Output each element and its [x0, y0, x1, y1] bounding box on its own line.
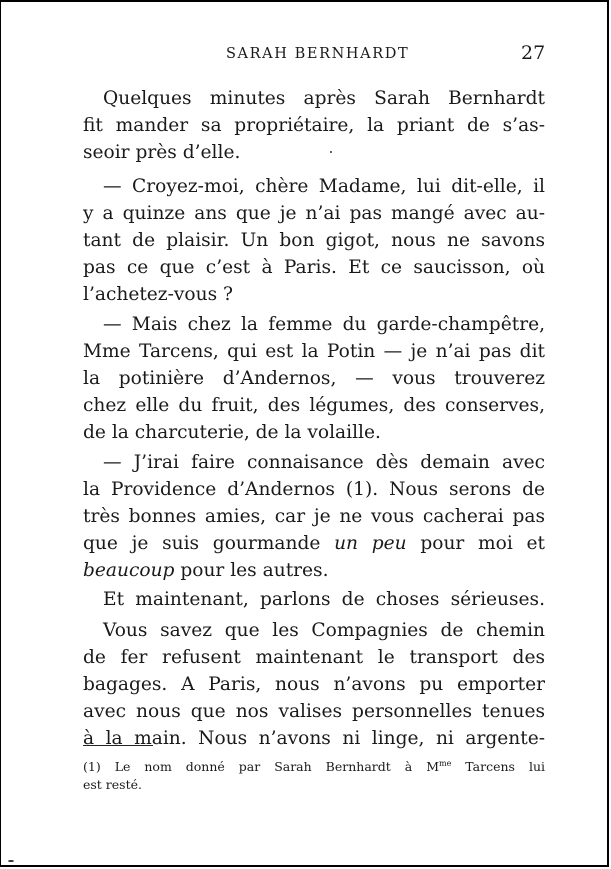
text-run: pour moi et	[406, 533, 545, 554]
text-line: avec nous que nos valises personnelles tenues	[83, 701, 545, 722]
page-number: 27	[521, 42, 546, 64]
footnote-rule	[83, 745, 153, 746]
footnote-line	[83, 755, 545, 776]
text-run: pour les autres.	[174, 560, 329, 581]
text-line: — Mais chez la femme du garde-champêtre,	[103, 314, 545, 335]
text-line: y a quinze ans que je n’ai pas mangé avec au-	[83, 203, 545, 224]
text-line: Vous savez que les Compagnies de chemin	[103, 620, 545, 641]
text-line: à la main. Nous n’avons ni linge, ni argente-	[83, 728, 545, 749]
text-line: pas ce que c’est à Paris. Et ce saucisson, où	[83, 257, 545, 278]
italic-run: un peu	[334, 533, 407, 554]
text-line: la Providence d’Andernos (1). Nous serons de	[83, 479, 545, 500]
text-line	[83, 530, 545, 557]
text-line: la potinière d’Andernos, — vous trouverez	[83, 368, 545, 389]
text-run: que je suis gourmande	[83, 533, 335, 554]
text-line: l’achetez-vous ?	[83, 284, 233, 305]
footnote-line: est resté.	[83, 777, 142, 792]
text-line: très bonnes amies, car je ne vous cacherai pas	[83, 506, 545, 527]
footnote	[83, 755, 545, 794]
italic-run: beaucoup	[83, 560, 175, 581]
running-header	[0, 44, 611, 68]
text-line: tant de plaisir. Un bon gigot, nous ne savons	[83, 230, 545, 251]
text-line: Mme Tarcens, qui est la Potin — je n’ai pas dit	[83, 341, 545, 362]
running-title: SARAH BERNHARDT	[226, 46, 410, 62]
text-line: de la charcuterie, de la volaille.	[83, 422, 381, 443]
footnote-text: (1) Le nom donné par Sarah Bernhardt à M	[83, 759, 439, 774]
text-line: Quelques minutes après Sarah Bernhardt	[103, 88, 545, 109]
text-line: — J’irai faire connaisance dès demain avec	[103, 452, 545, 473]
text-line: seoir près d’elle.	[83, 142, 241, 163]
footnote-superscript: me	[439, 759, 452, 768]
text-line: — Croyez-moi, chère Madame, lui dit-elle, il	[103, 176, 545, 197]
footnote-text: Tarcens lui	[451, 759, 545, 774]
text-line: bagages. A Paris, nous n’avons pu emporter	[83, 674, 545, 695]
print-speck	[330, 151, 332, 153]
print-speck	[8, 860, 14, 862]
text-line: Et maintenant, parlons de choses sérieuses.	[103, 589, 545, 610]
text-line: chez elle du fruit, des légumes, des conserves,	[83, 395, 545, 416]
text-line: fit mander sa propriétaire, la priant de s’as-	[83, 115, 545, 136]
text-line: de fer refusent maintenant le transport des	[83, 647, 545, 668]
text-line	[83, 557, 545, 584]
